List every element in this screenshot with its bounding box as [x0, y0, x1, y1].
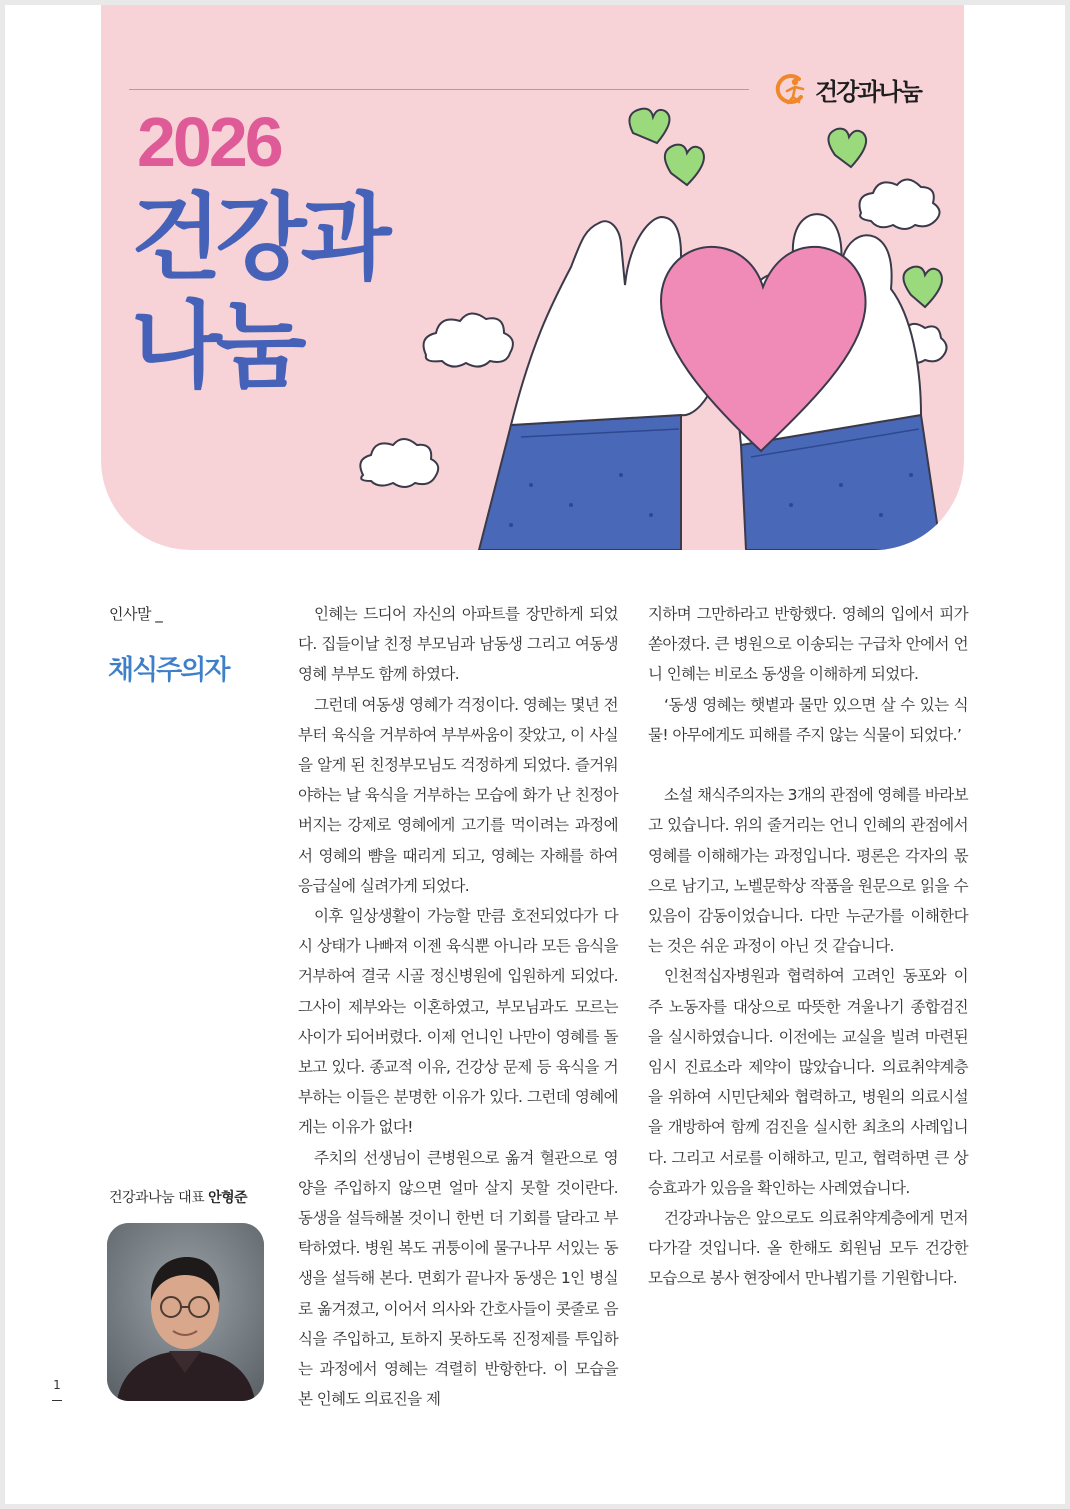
hero-banner — [101, 5, 964, 550]
paragraph: 인혜는 드디어 자신의 아파트를 장만하게 되었다. 집들이날 친정 부모님과 남동생 그리고 여동생 영혜 부부도 함께 하였다. — [298, 605, 618, 684]
paragraph: 소설 채식주의자는 3개의 관점에 영혜를 바라보고 있습니다. 위의 줄거리는 언니 인혜의 관점에서 영혜를 이해해가는 과정입니다. 평론은 각자의 몫으로 남기고, 노벨문학상 작품을 원문으로 읽을 수 있음이 감동이었습니다. 다만 누군가를 이해한다는 것은 쉬운 과정이 아닌 것 같습니다. — [648, 786, 968, 956]
page-number-rule — [52, 1400, 62, 1401]
paragraph: 건강과나눔은 앞으로도 의료취약계층에게 먼저 다가갈 것입니다. 올 한해도 회원님 모두 건강한 모습으로 봉사 현장에서 만나뵙기를 기원합니다. — [648, 1209, 968, 1288]
author-role: 건강과나눔 대표 — [109, 1190, 205, 1206]
author-photo — [107, 1223, 264, 1401]
paragraph: 이후 일상생활이 가능할 만큼 호전되었다가 다시 상태가 나빠져 이젠 육식뿐 아니라 모든 음식을 거부하여 결국 시골 정신병원에 입원하게 되었다. 그사이 제부와는 이혼하였고, 부모님과도 모르는 사이가 되어버렸다. 이제 언니인 나만이 영혜를 돌보고 있다. 종교적 이유, 건강상 문제 등 육식을 거부하는 이들은 분명한 이유가 있다. 그런데 영혜에게는 이유가 없다! — [298, 907, 618, 1137]
author-name: 안형준 — [208, 1190, 248, 1206]
cloud-icon — [424, 313, 513, 366]
body-column-1 — [298, 599, 618, 1414]
page-number: 1 — [53, 1378, 61, 1392]
paragraph: 인천적십자병원과 협력하여 고려인 동포와 이주 노동자를 대상으로 따뜻한 겨울나기 종합검진을 실시하였습니다. 이전에는 교실을 빌려 마련된 임시 진료소라 제약이 많았습니다. 의료취약계층을 위하여 시민단체와 협력하고, 병원의 의료시설을 개방하여 함께 검진을 실시한 최초의 사례입니다. 그리고 서로를 이해하고, 믿고, 협력하면 큰 상승효과가 있음을 확인하는 사례였습니다. — [648, 967, 968, 1197]
logo-text: 건강과나눔 — [815, 76, 921, 106]
paragraph: 주치의 선생님이 큰병원으로 옮겨 혈관으로 영양을 주입하지 않으면 얼마 살지 못할 것이란다. 동생을 설득해볼 것이니 한번 더 기회를 달라고 부탁하였다. 병원 복도 귀퉁이에 물구나무 서있는 동생을 설득해 본다. 면회가 끝나자 동생은 1인 병실로 옮겨졌고, 이어서 의사와 간호사들이 콧줄로 음식을 주입하고, 토하지 못하도록 진정제를 투입하는 과정에서 영혜는 격렬히 반항한다. 이 모습을 본 인혜도 의료진을 제 — [298, 1148, 618, 1409]
article-title: 채식주의자 — [108, 655, 229, 686]
body-column-2 — [648, 599, 968, 1294]
left-sleeve — [479, 415, 681, 550]
page — [5, 5, 1065, 1504]
paragraph: 지하며 그만하라고 반항했다. 영혜의 입에서 피가 쏟아졌다. 큰 병원으로 이송되는 구급차 안에서 언니 인혜는 비로소 동생을 이해하게 되었다. — [648, 605, 968, 684]
hero-year: 2026 — [137, 103, 281, 181]
hero-title-line2: 나눔 — [131, 292, 301, 401]
cloud-icon — [360, 439, 438, 487]
quote-paragraph: ‘동생 영혜는 햇볕과 물만 있으면 살 수 있는 식물! 아무에게도 피해를 주지 않는 식물이 되었다.’ — [648, 695, 968, 744]
section-label: 인사말 _ — [109, 605, 163, 623]
paragraph: 그런데 여동생 영혜가 걱정이다. 영혜는 몇년 전 부터 육식을 거부하여 부부싸움이 잦았고, 이 사실을 알게 된 친정부모님도 걱정하게 되었다. 즐거워야하는 날 육식을 거부하는 모습에 화가 난 친정아버지는 강제로 영혜에게 고기를 먹이려는 과정에서 영혜의 뺨을 때리게 되고, 영혜는 자해를 하여 응급실에 실려가게 되었다. — [298, 695, 618, 895]
hero-title-line1: 건강과 — [131, 184, 386, 293]
author-credit — [109, 1187, 247, 1207]
hands-illustration — [101, 5, 964, 550]
cloud-icon — [860, 179, 940, 229]
